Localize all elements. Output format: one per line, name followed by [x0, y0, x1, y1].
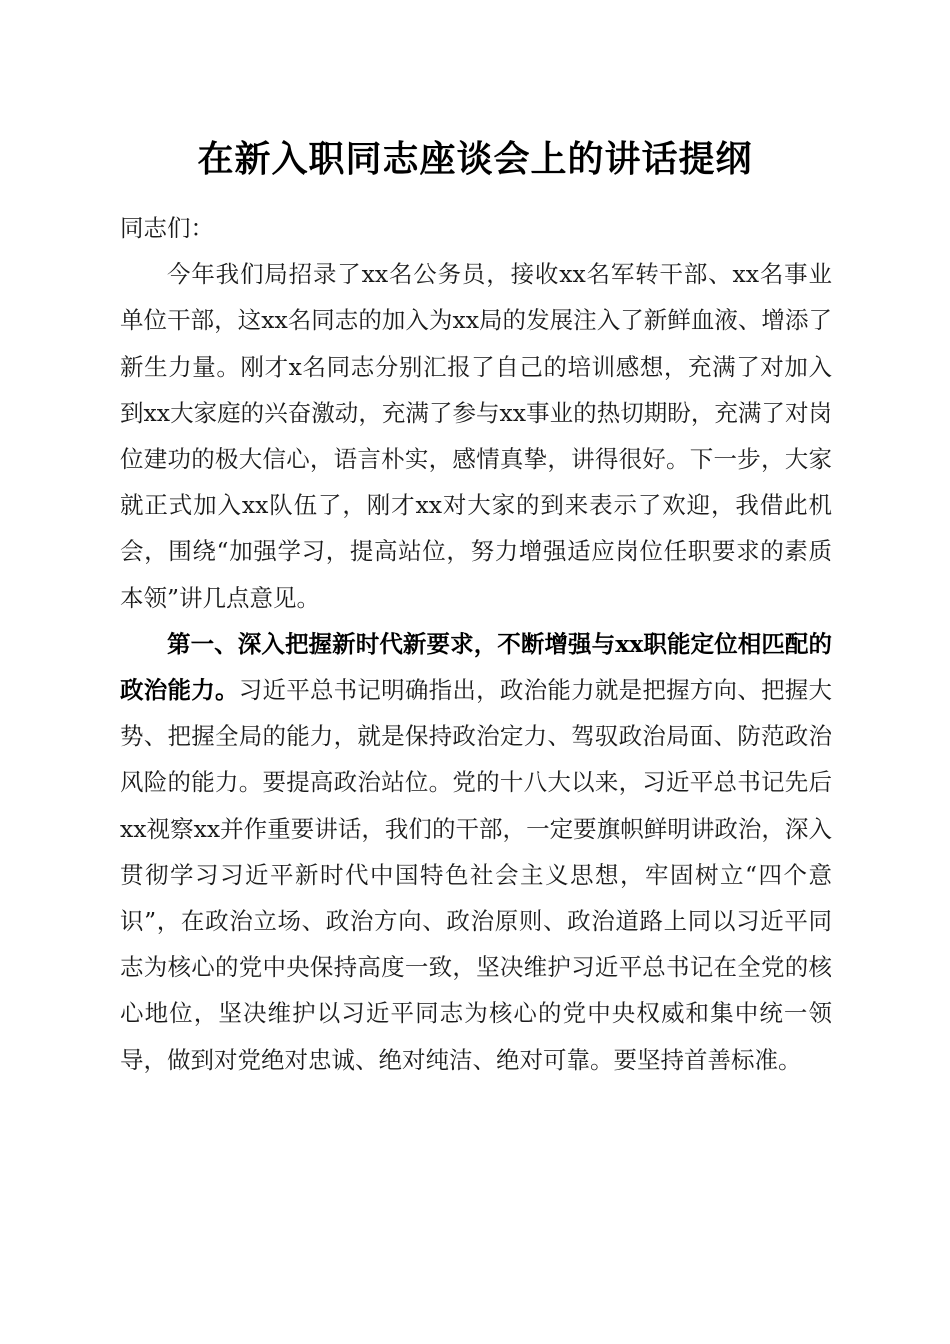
first-point-heading: 第一、深入把握新时代新要求，不断增强与xx职能定位相匹配的政治能力。	[120, 629, 832, 705]
paragraph-first-point	[120, 621, 832, 1083]
first-point-body: 习近平总书记明确指出，政治能力就是把握方向、把握大势、把握全局的能力，就是保持政治定力、驾驭政治局面、防范政治风险的能力。要提高政治站位。党的十八大以来，习近平总书记先后xx视察xx并作重要讲话，我们的干部，一定要旗帜鲜明讲政治，深入贯彻学习习近平新时代中国特色社会主义思想，牢固树立“四个意识”，在政治立场、政治方向、政治原则、政治道路上同以习近平同志为核心的党中央保持高度一致，坚决维护习近平总书记在全党的核心地位，坚决维护以习近平同志为核心的党中央权威和集中统一领导，做到对党绝对忠诚、绝对纯洁、绝对可靠。要坚持首善标准。	[120, 676, 833, 1074]
document-title: 在新入职同志座谈会上的讲话提纲	[197, 138, 753, 180]
salutation: 同志们：	[120, 214, 214, 242]
paragraph-intro: 今年我们局招录了xx名公务员，接收xx名军转干部、xx名事业单位干部，这xx名同志的加入为xx局的发展注入了新鲜血液、增添了新生力量。刚才x名同志分别汇报了自己的培训感想，充满了对加入到xx大家庭的兴奋激动，充满了参与xx事业的热切期盼，充满了对岗位建功的极大信心，语言朴实，感情真挚，讲得很好。下一步，大家就正式加入xx队伍了，刚才xx对大家的到来表示了欢迎，我借此机会，围绕“加强学习，提高站位，努力增强适应岗位任职要求的素质本领”讲几点意见。	[120, 260, 832, 612]
document-body	[120, 205, 832, 1083]
